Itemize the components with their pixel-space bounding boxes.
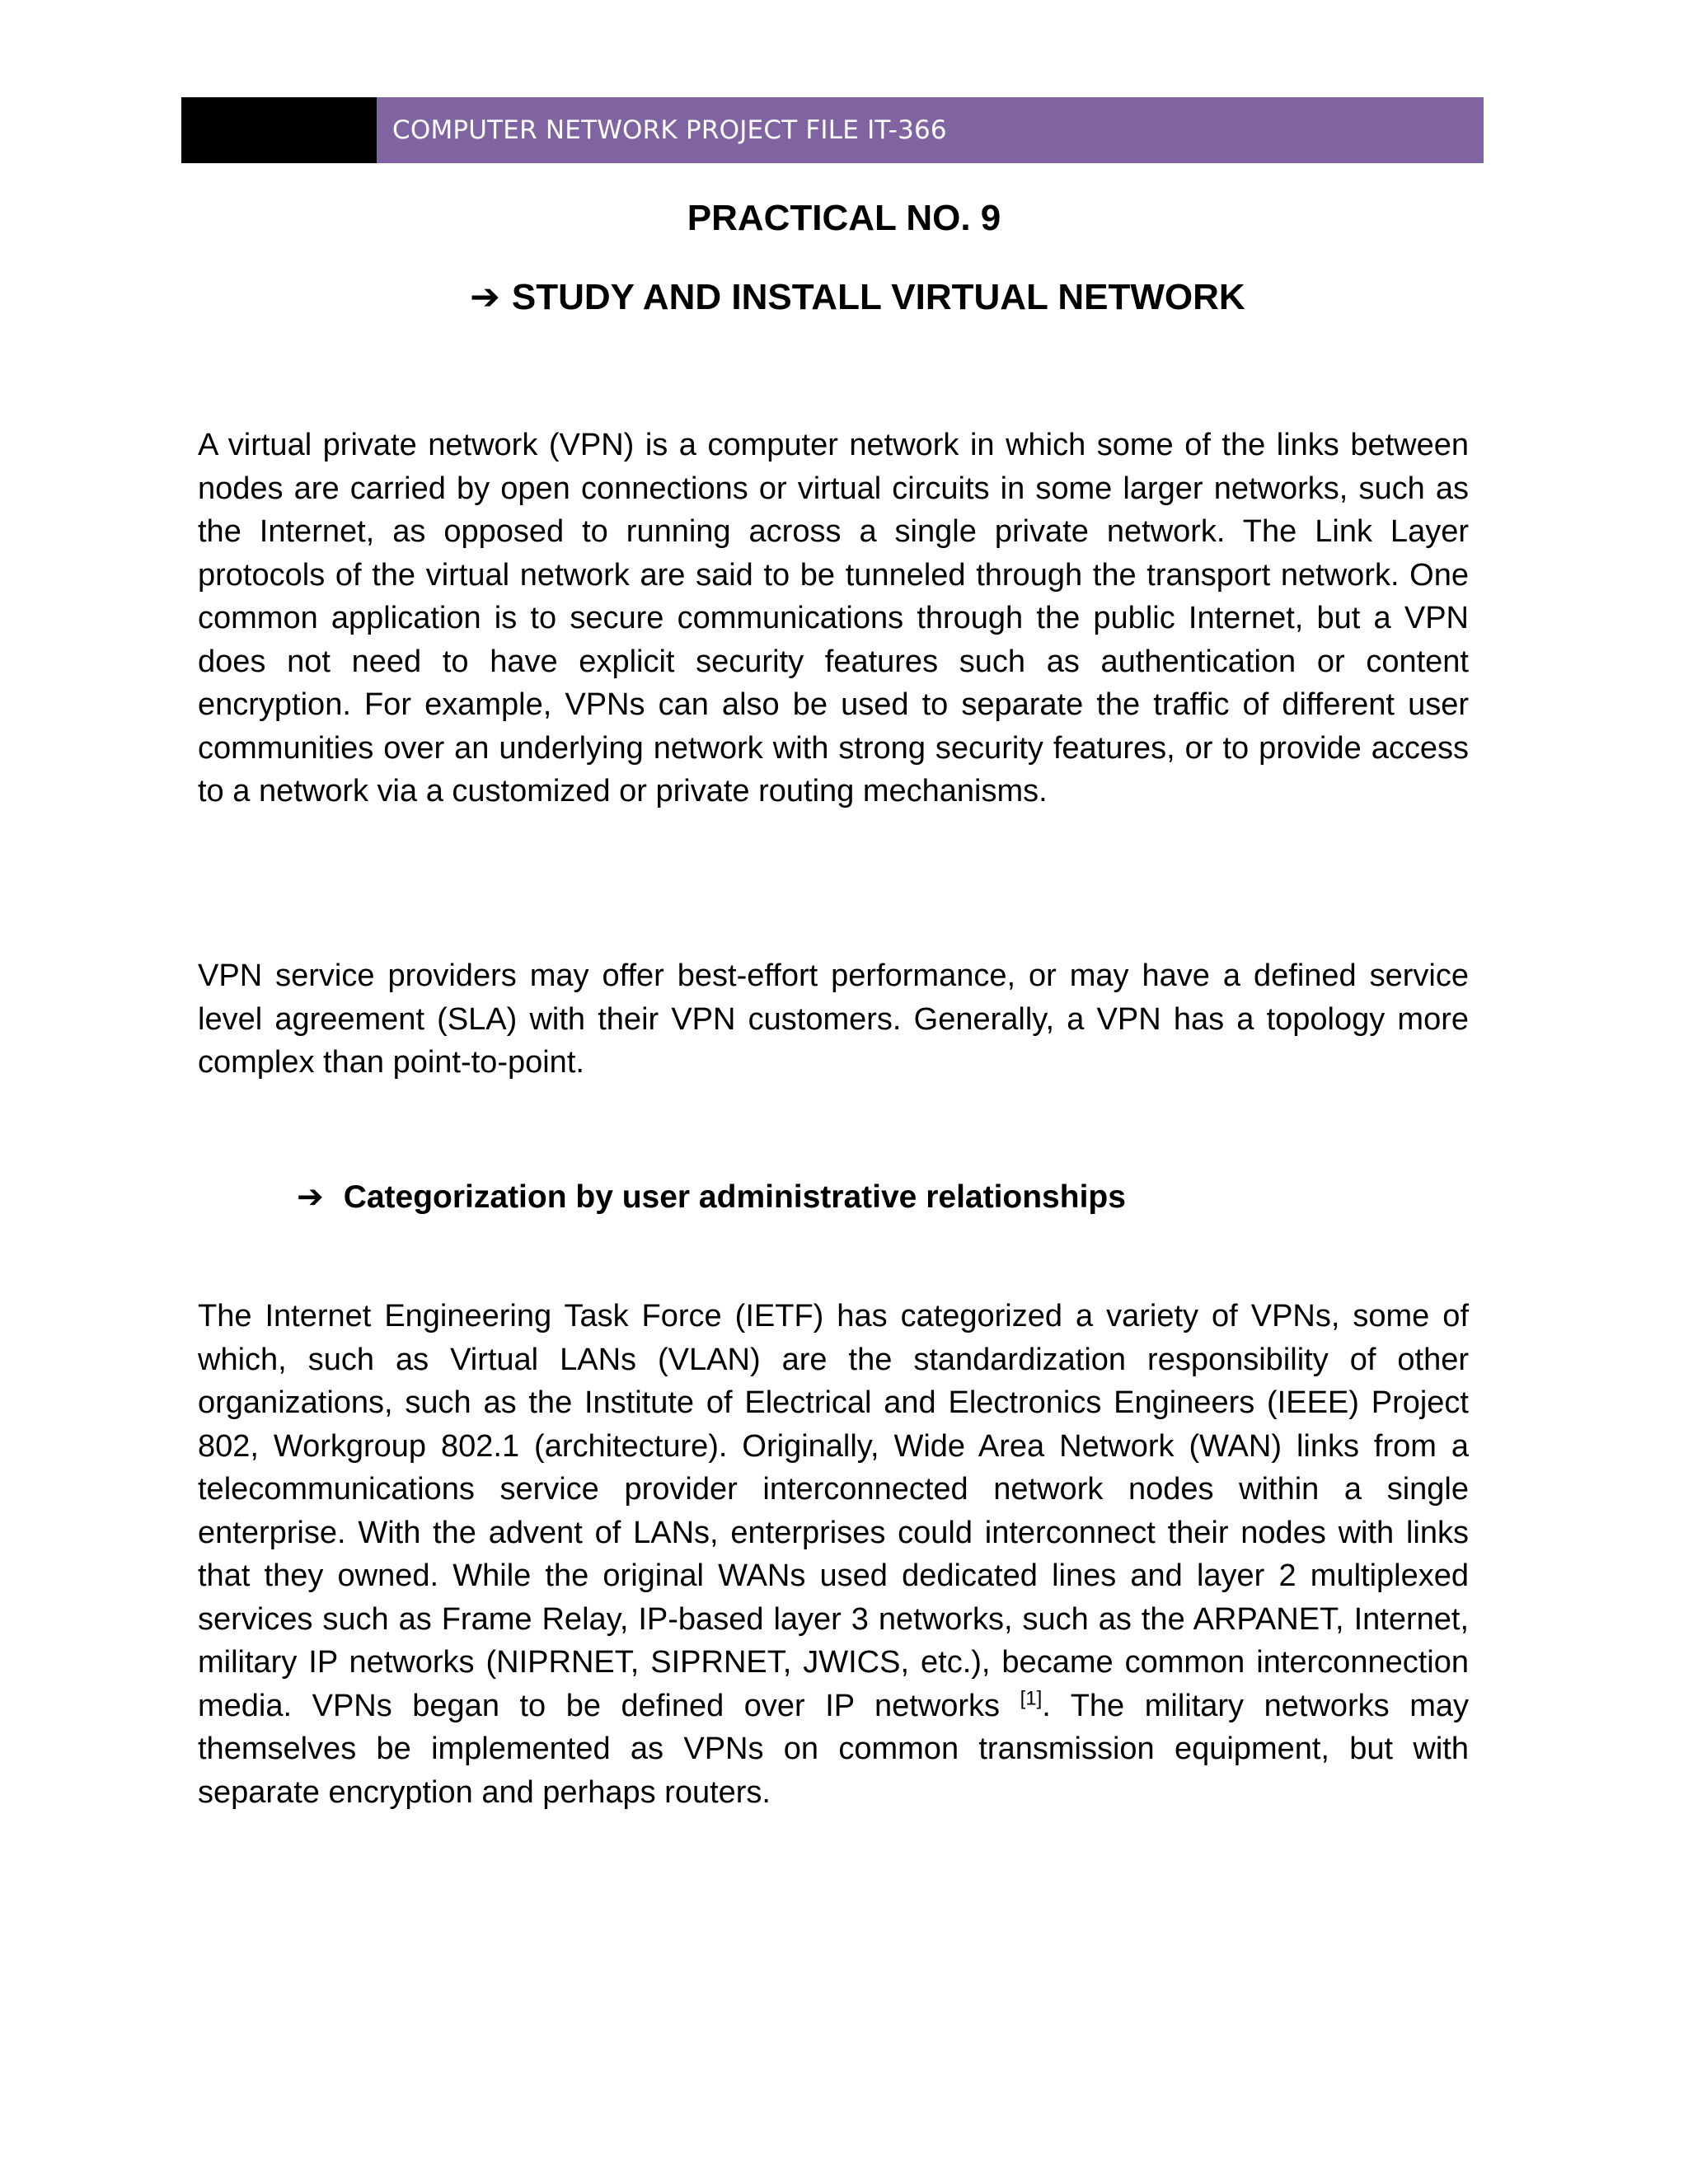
page-subtitle-text: STUDY AND INSTALL VIRTUAL NETWORK <box>511 277 1245 317</box>
arrow-right-icon: ➔ <box>470 276 500 318</box>
section-heading-text: Categorization by user administrative relationships <box>343 1179 1126 1215</box>
header-text: COMPUTER NETWORK PROJECT FILE IT-366 <box>392 115 947 145</box>
reference-marker: [1] <box>1020 1686 1043 1709</box>
section-heading <box>297 1179 1126 1216</box>
page-title: PRACTICAL NO. 9 <box>687 198 1001 238</box>
paragraph-text-continued: . The military networks may themselves be implemented as VPNs on common transmission equipment, but with separate encryption and perhaps routers. <box>198 1688 1469 1810</box>
arrow-right-icon: ➔ <box>297 1179 324 1216</box>
paragraph-vpn-service-providers: VPN service providers may offer best-effort performance, or may have a defined service level agreement (SLA) with their VPN customers. Generally, a VPN has a topology more complex than point-to-point. <box>198 958 1469 1080</box>
header-black-block <box>181 97 377 163</box>
paragraph-vpn-definition: A virtual private network (VPN) is a computer network in which some of the links between nodes are carried by open connections or virtual circuits in some larger networks, such as the Internet, as opposed to running across a single private network. The Link Layer protocols of the virtual network are said to be tunneled through the transport network. One common application is to secure communications through the public Internet, but a VPN does not need to have explicit security features such as authentication or content encryption. For example, VPNs can also be used to separate the traffic of different user communities over an underlying network with strong security features, or to provide access to a network via a customized or private routing mechanisms. <box>198 428 1469 808</box>
header-purple-band <box>377 97 1484 163</box>
page-header <box>181 97 1484 163</box>
page-subtitle <box>470 276 1245 318</box>
paragraph-ietf-categorization <box>198 1295 1469 1814</box>
paragraph-text: The Internet Engineering Task Force (IETF) has categorized a variety of VPNs, some of which, such as Virtual LANs (VLAN) are the standardization responsibility of other organizations, such as the Institute of Electrical and Electronics Engineers (IEEE) Project 802, Workgroup 802.1 (architecture). Originally, Wide Area Network (WAN) links from a telecommunications service provider interconnected network nodes within a single enterprise. With the advent of LANs, enterprises could interconnect their nodes with links that they owned. While the original WANs used dedicated lines and layer 2 multiplexed services such as Frame Relay, IP-based layer 3 networks, such as the ARPANET, Internet, military IP networks (NIPRNET, SIPRNET, JWICS, etc.), became common interconnection media. VPNs began to be defined over IP networks <box>198 1299 1469 1723</box>
